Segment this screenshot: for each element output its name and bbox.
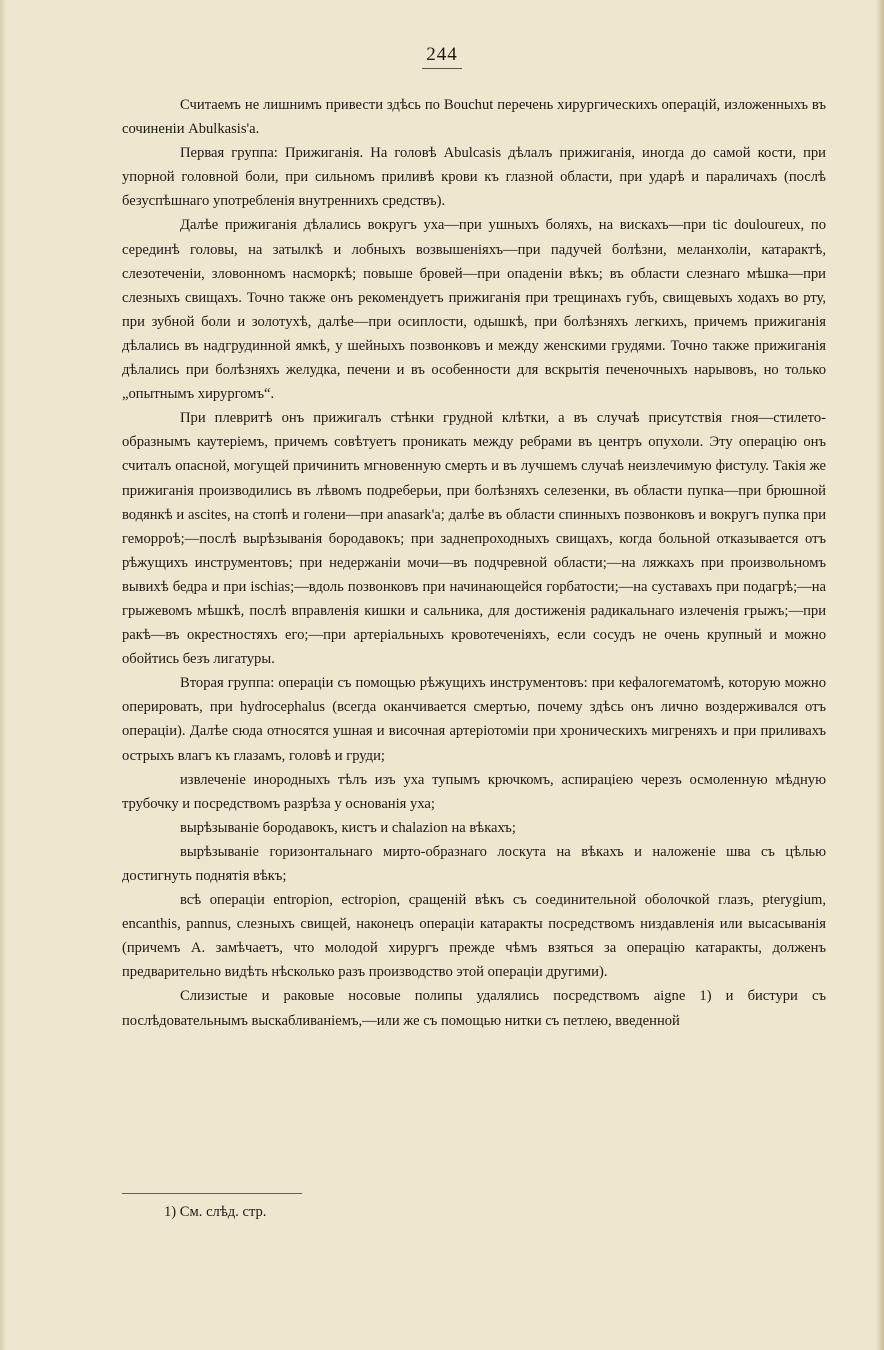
paragraph-7: вырѣзываніе бородавокъ, кистъ и chalazion на вѣкахъ; bbox=[180, 819, 516, 836]
paragraph-3: Далѣе прижиганія дѣлались вокругъ уха—при ушныхъ боляхъ, на вискахъ—при tic douloureux, по серединѣ головы, на затылкѣ и лобныхъ возвышеніяхъ—при падучей болѣзни, меланхоліи, катарактѣ, слезотеченіи, зловонномъ насморкѣ; повыше бровей—при опаденіи вѣкъ; въ области слезнаго мѣшка—при слезныхъ свищахъ. Точно также онъ рекомендуетъ прижиганія при трещинахъ губъ, свищевыхъ ходахъ во рту, при зубной боли и золотухѣ, далѣе—при осиплости, одышкѣ, при болѣзняхъ легкихъ, причемъ прижиганія дѣлались въ надгрудинной ямкѣ, у шейныхъ позвонковъ и между женскими грудями. Точно также прижиганія дѣлались при болѣзняхъ желудка, печени и въ особенности для вскрытія печеночныхъ нарывовъ, но только „опытнымъ хирургомъ“. bbox=[122, 217, 826, 403]
paragraph-10: Слизистые и раковые носовые полипы удалялись посредствомъ aigne 1) и бистури съ послѣдовательнымъ выскабливаніемъ,—или же съ помощью нитки съ петлею, введенной bbox=[122, 988, 826, 1029]
paragraph-6: извлеченіе инородныхъ тѣлъ изъ уха тупымъ крючкомъ, аспираціею черезъ осмоленную мѣдную трубочку и посредствомъ разрѣза у основанія уха; bbox=[122, 771, 826, 812]
paragraph-9: всѣ операціи entropion, ectropion, сращеній вѣкъ съ соединительной оболочкой глазъ, pterygium, encanthis, pannus, слезныхъ свищей, наконецъ операціи катаракты посредствомъ низдавленія или высасыванія (причемъ А. замѣчаетъ, что молодой хирургъ прежде чѣмъ взяться за операцію катаракты, долженъ предварительно видѣть нѣсколько разъ производство этой операціи другими). bbox=[122, 892, 826, 981]
paragraph-8: вырѣзываніе горизонтальнаго мирто-образнаго лоскута на вѣкахъ и наложеніе шва съ цѣлью достигнуть поднятія вѣкъ; bbox=[122, 843, 826, 884]
page-edge-left bbox=[0, 0, 6, 1350]
paragraph-1: Считаемъ не лишнимъ привести здѣсь по Bouchut перечень хирургическихъ операцій, изложенныхъ въ сочиненіи Abulkasis'a. bbox=[122, 97, 826, 138]
footnote: 1) См. слѣд. стр. bbox=[164, 1204, 267, 1220]
paragraph-4: При плевритѣ онъ прижигалъ стѣнки грудной клѣтки, а въ случаѣ присутствія гноя—стилето-образнымъ каутеріемъ, причемъ совѣтуетъ проникать между ребрами въ центръ опухоли. Эту операцію онъ считалъ опасной, могущей причинить мгновенную смерть и въ лучшемъ случаѣ неизлечимую фистулу. Такія же прижиганія производились въ лѣвомъ подреберьи, при болѣзняхъ селезенки, въ области пупка—при брюшной водянкѣ и ascites, на стопѣ и голени—при anasark'a; далѣе въ области спинныхъ позвонковъ и вокругъ пупка при геморроѣ;—послѣ вырѣзыванія бородавокъ; при заднепроходныхъ свищахъ, когда больной отказывается отъ рѣжущихъ инструментовъ; при недержаніи мочи—въ подчревной области;—на ляжкахъ при произвольномъ вывихѣ бедра и при ischias;—вдоль позвонковъ при начинающейся горбатости;—на суставахъ при подагрѣ;—на грыжевомъ мѣшкѣ, послѣ вправленія кишки и сальника, для достиженія радикальнаго излеченія грыжъ;—при ракѣ—въ окрестностяхъ его;—при артеріальныхъ кровотеченіяхъ, если сосудъ не очень крупный и можно обойтись безъ лигатуры. bbox=[122, 410, 826, 668]
body-text bbox=[122, 93, 826, 1033]
page-number-text: 244 bbox=[422, 44, 462, 69]
page-number bbox=[0, 44, 884, 69]
page-edge-right bbox=[876, 0, 884, 1350]
paragraph-5: Вторая группа: операціи съ помощью рѣжущихъ инструментовъ: при кефалогематомѣ, которую можно оперировать, при hydrocephalus (всегда оканчивается смертью, почему здѣсь онъ лично воздерживался отъ операціи). Далѣе сюда относятся ушная и височная артеріотоміи при хроническихъ мигреняхъ и при приливахъ острыхъ влагъ къ глазамъ, головѣ и груди; bbox=[122, 675, 826, 764]
footnote-divider bbox=[122, 1193, 302, 1194]
paragraph-2: Первая группа: Прижиганія. На головѣ Abulcasis дѣлалъ прижиганія, иногда до самой кости, при упорной головной боли, при сильномъ приливѣ крови къ глазной области, при ударѣ и параличахъ (послѣ безуспѣшнаго употребленія внутреннихъ средствъ). bbox=[122, 145, 826, 210]
